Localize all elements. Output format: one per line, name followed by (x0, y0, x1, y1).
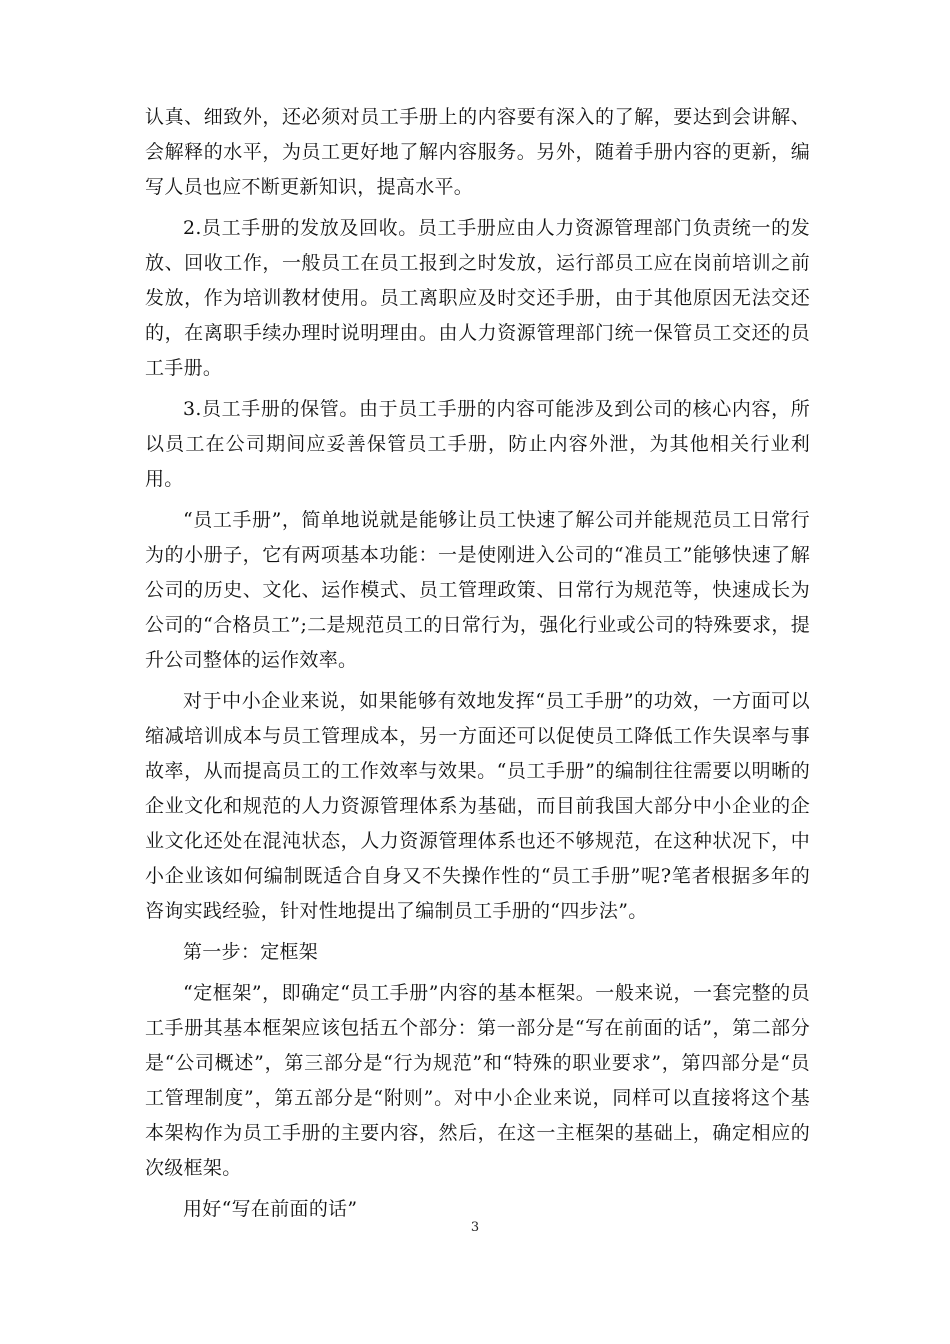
paragraph-continuation: 认真、细致外，还必须对员工手册上的内容要有深入的了解，要达到会讲解、会解释的水平，为员工更好地了解内容服务。另外，随着手册内容的更新，编写人员也应不断更新知识，提高水平。 (145, 106, 810, 198)
paragraph-handbook-definition: “员工手册”，简单地说就是能够让员工快速了解公司并能规范员工日常行为的小册子，它有两项基本功能：一是使刚进入公司的“准员工”能够快速了解公司的历史、文化、运作模式、员工管理政策、日常行为规范等，快速成长为公司的“合格员工”;二是规范员工的日常行为，强化行业或公司的特殊要求，提升公司整体的运作效率。 (145, 509, 810, 671)
paragraph-handbook-distribution: 2.员工手册的发放及回收。员工手册应由人力资源管理部门负责统一的发放、回收工作，一般员工在员工报到之时发放，运行部员工应在岗前培训之前发放，作为培训教材使用。员工离职应及时交还手册，由于其他原因无法交还的，在离职手续办理时说明理由。由人力资源管理部门统一保管员工交还的员工手册。 (145, 217, 810, 379)
page-number: 3 (470, 1220, 480, 1235)
section-heading-step-one: 第一步：定框架 (183, 941, 319, 963)
document-body (145, 100, 810, 1233)
paragraph-handbook-storage: 3.员工手册的保管。由于员工手册的内容可能涉及到公司的核心内容，所以员工在公司期间应妥善保管员工手册，防止内容外泄，为其他相关行业利用。 (145, 398, 810, 490)
paragraph-framework: “定框架”，即确定“员工手册”内容的基本框架。一般来说，一套完整的员工手册其基本框架应该包括五个部分：第一部分是“写在前面的话”，第二部分是“公司概述”，第三部分是“行为规范”和“特殊的职业要求”，第四部分是“员工管理制度”，第五部分是“附则”。对中小企业来说，同样可以直接将这个基本架构作为员工手册的主要内容，然后，在这一主框架的基础上，确定相应的次级框架。 (145, 982, 810, 1179)
section-heading-foreword: 用好“写在前面的话” (183, 1198, 358, 1220)
paragraph-sme-context: 对于中小企业来说，如果能够有效地发挥“员工手册”的功效，一方面可以缩减培训成本与员工管理成本，另一方面还可以促使员工降低工作失误率与事故率，从而提高员工的工作效率与效果。“员工手册”的编制往往需要以明晰的企业文化和规范的人力资源管理体系为基础，而目前我国大部分中小企业的企业文化还处在混沌状态，人力资源管理体系也还不够规范，在这种状况下，中小企业该如何编制既适合自身又不失操作性的“员工手册”呢?笔者根据多年的咨询实践经验，针对性地提出了编制员工手册的“四步法”。 (145, 690, 810, 922)
